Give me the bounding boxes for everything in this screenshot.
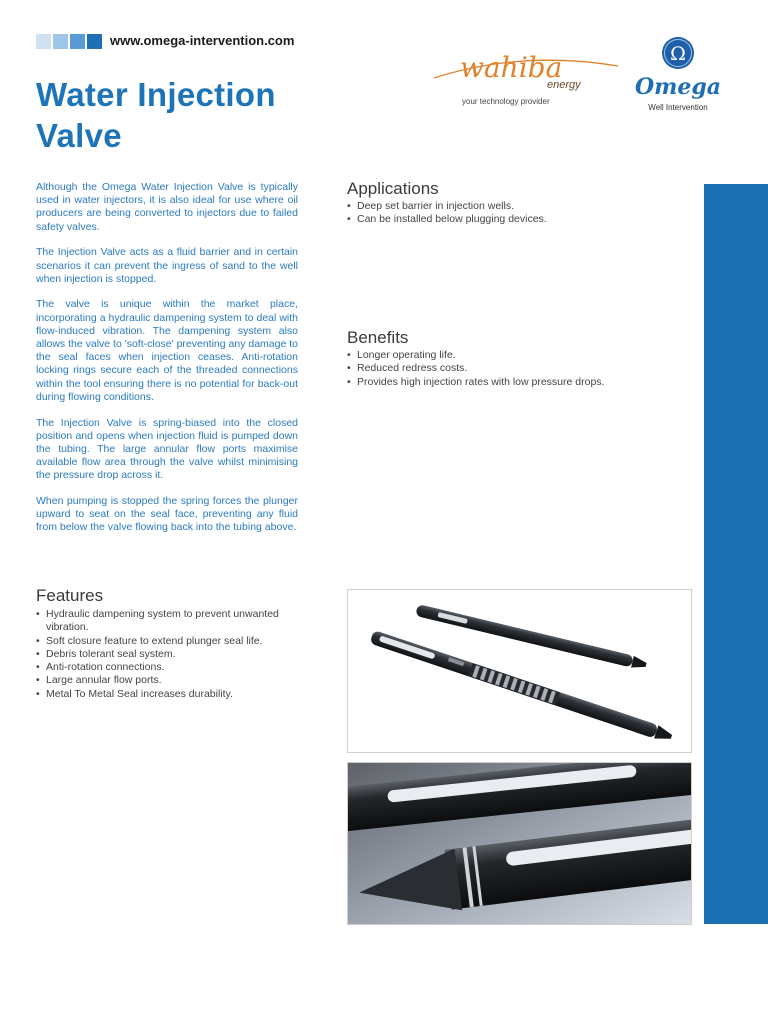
intro-text (36, 181, 298, 547)
benefits-heading: Benefits (347, 328, 409, 347)
valve-tool-lower (370, 630, 674, 744)
list-item: • Can be installed below plugging devices. (347, 213, 687, 226)
sidebar-accent-bar (704, 184, 768, 924)
applications-heading: Applications (347, 179, 439, 198)
omega-logo (618, 34, 740, 114)
valve-closeup-image (347, 762, 692, 925)
header-square-4 (87, 34, 102, 49)
list-item: • Soft closure feature to extend plunger seal life. (36, 635, 302, 648)
header-square-3 (70, 34, 85, 49)
benefits-list (347, 349, 692, 389)
title-line-1: Water Injection (36, 76, 276, 113)
intro-paragraph-2: The Injection Valve acts as a fluid barrier and in certain scenarios it can prevent the ingress of sand to the well when injection is stopped. (36, 246, 298, 285)
applications-list (347, 200, 687, 227)
wahiba-logo-tagline: your technology provider (462, 97, 550, 106)
page-title (36, 74, 276, 156)
header-square-2 (53, 34, 68, 49)
wahiba-energy-logo (432, 44, 622, 110)
list-item: • Provides high injection rates with low pressure drops. (347, 376, 692, 389)
title-line-2: Valve (36, 117, 122, 154)
features-heading: Features (36, 586, 104, 605)
omega-symbol-icon: Ω (670, 43, 686, 65)
list-item: • Deep set barrier in injection wells. (347, 200, 687, 213)
list-item: • Anti-rotation connections. (36, 661, 302, 674)
list-item: • Metal To Metal Seal increases durability. (36, 688, 302, 701)
list-item: • Debris tolerant seal system. (36, 648, 302, 661)
intro-paragraph-4: The Injection Valve is spring-biased into the closed position and opens when injection fluid is pumped down the tubing. The large annular flow ports maximise available flow area through the valve whilst minimising the pressure drop across it. (36, 416, 298, 482)
features-list (36, 608, 302, 701)
header-square-1 (36, 34, 51, 49)
website-link[interactable]: www.omega-intervention.com (110, 33, 295, 48)
intro-paragraph-5: When pumping is stopped the spring forces the plunger upward to seat on the seal face, preventing any fluid from below the valve flowing back into the tubing above. (36, 495, 298, 534)
valve-spring (472, 665, 555, 703)
list-item: • Longer operating life. (347, 349, 692, 362)
wahiba-logo-name: wahiba (460, 51, 563, 84)
omega-logo-name: Omega (634, 74, 722, 100)
valve-product-image (347, 589, 692, 753)
wahiba-logo-sub: energy (547, 79, 581, 91)
omega-logo-sub: Well Intervention (648, 103, 708, 112)
intro-paragraph-3: The valve is unique within the market place, incorporating a hydraulic dampening system to deal with flow-induced vibration. The dampening system also allows the valve to 'soft-close' preventing any damage to the seal faces when injection ceases. Anti-rotation locking rings secure each of the threaded connections within the tool ensuring there is no potential for back-out during flowing conditions. (36, 298, 298, 403)
list-item: • Hydraulic dampening system to prevent unwanted vibration. (36, 608, 302, 635)
intro-paragraph-1: Although the Omega Water Injection Valve is typically used in water injectors, it is also ideal for use where oil producers are being converted to injectors due to failed safety valves. (36, 181, 298, 233)
list-item: • Reduced redress costs. (347, 362, 692, 375)
list-item: • Large annular flow ports. (36, 674, 302, 687)
